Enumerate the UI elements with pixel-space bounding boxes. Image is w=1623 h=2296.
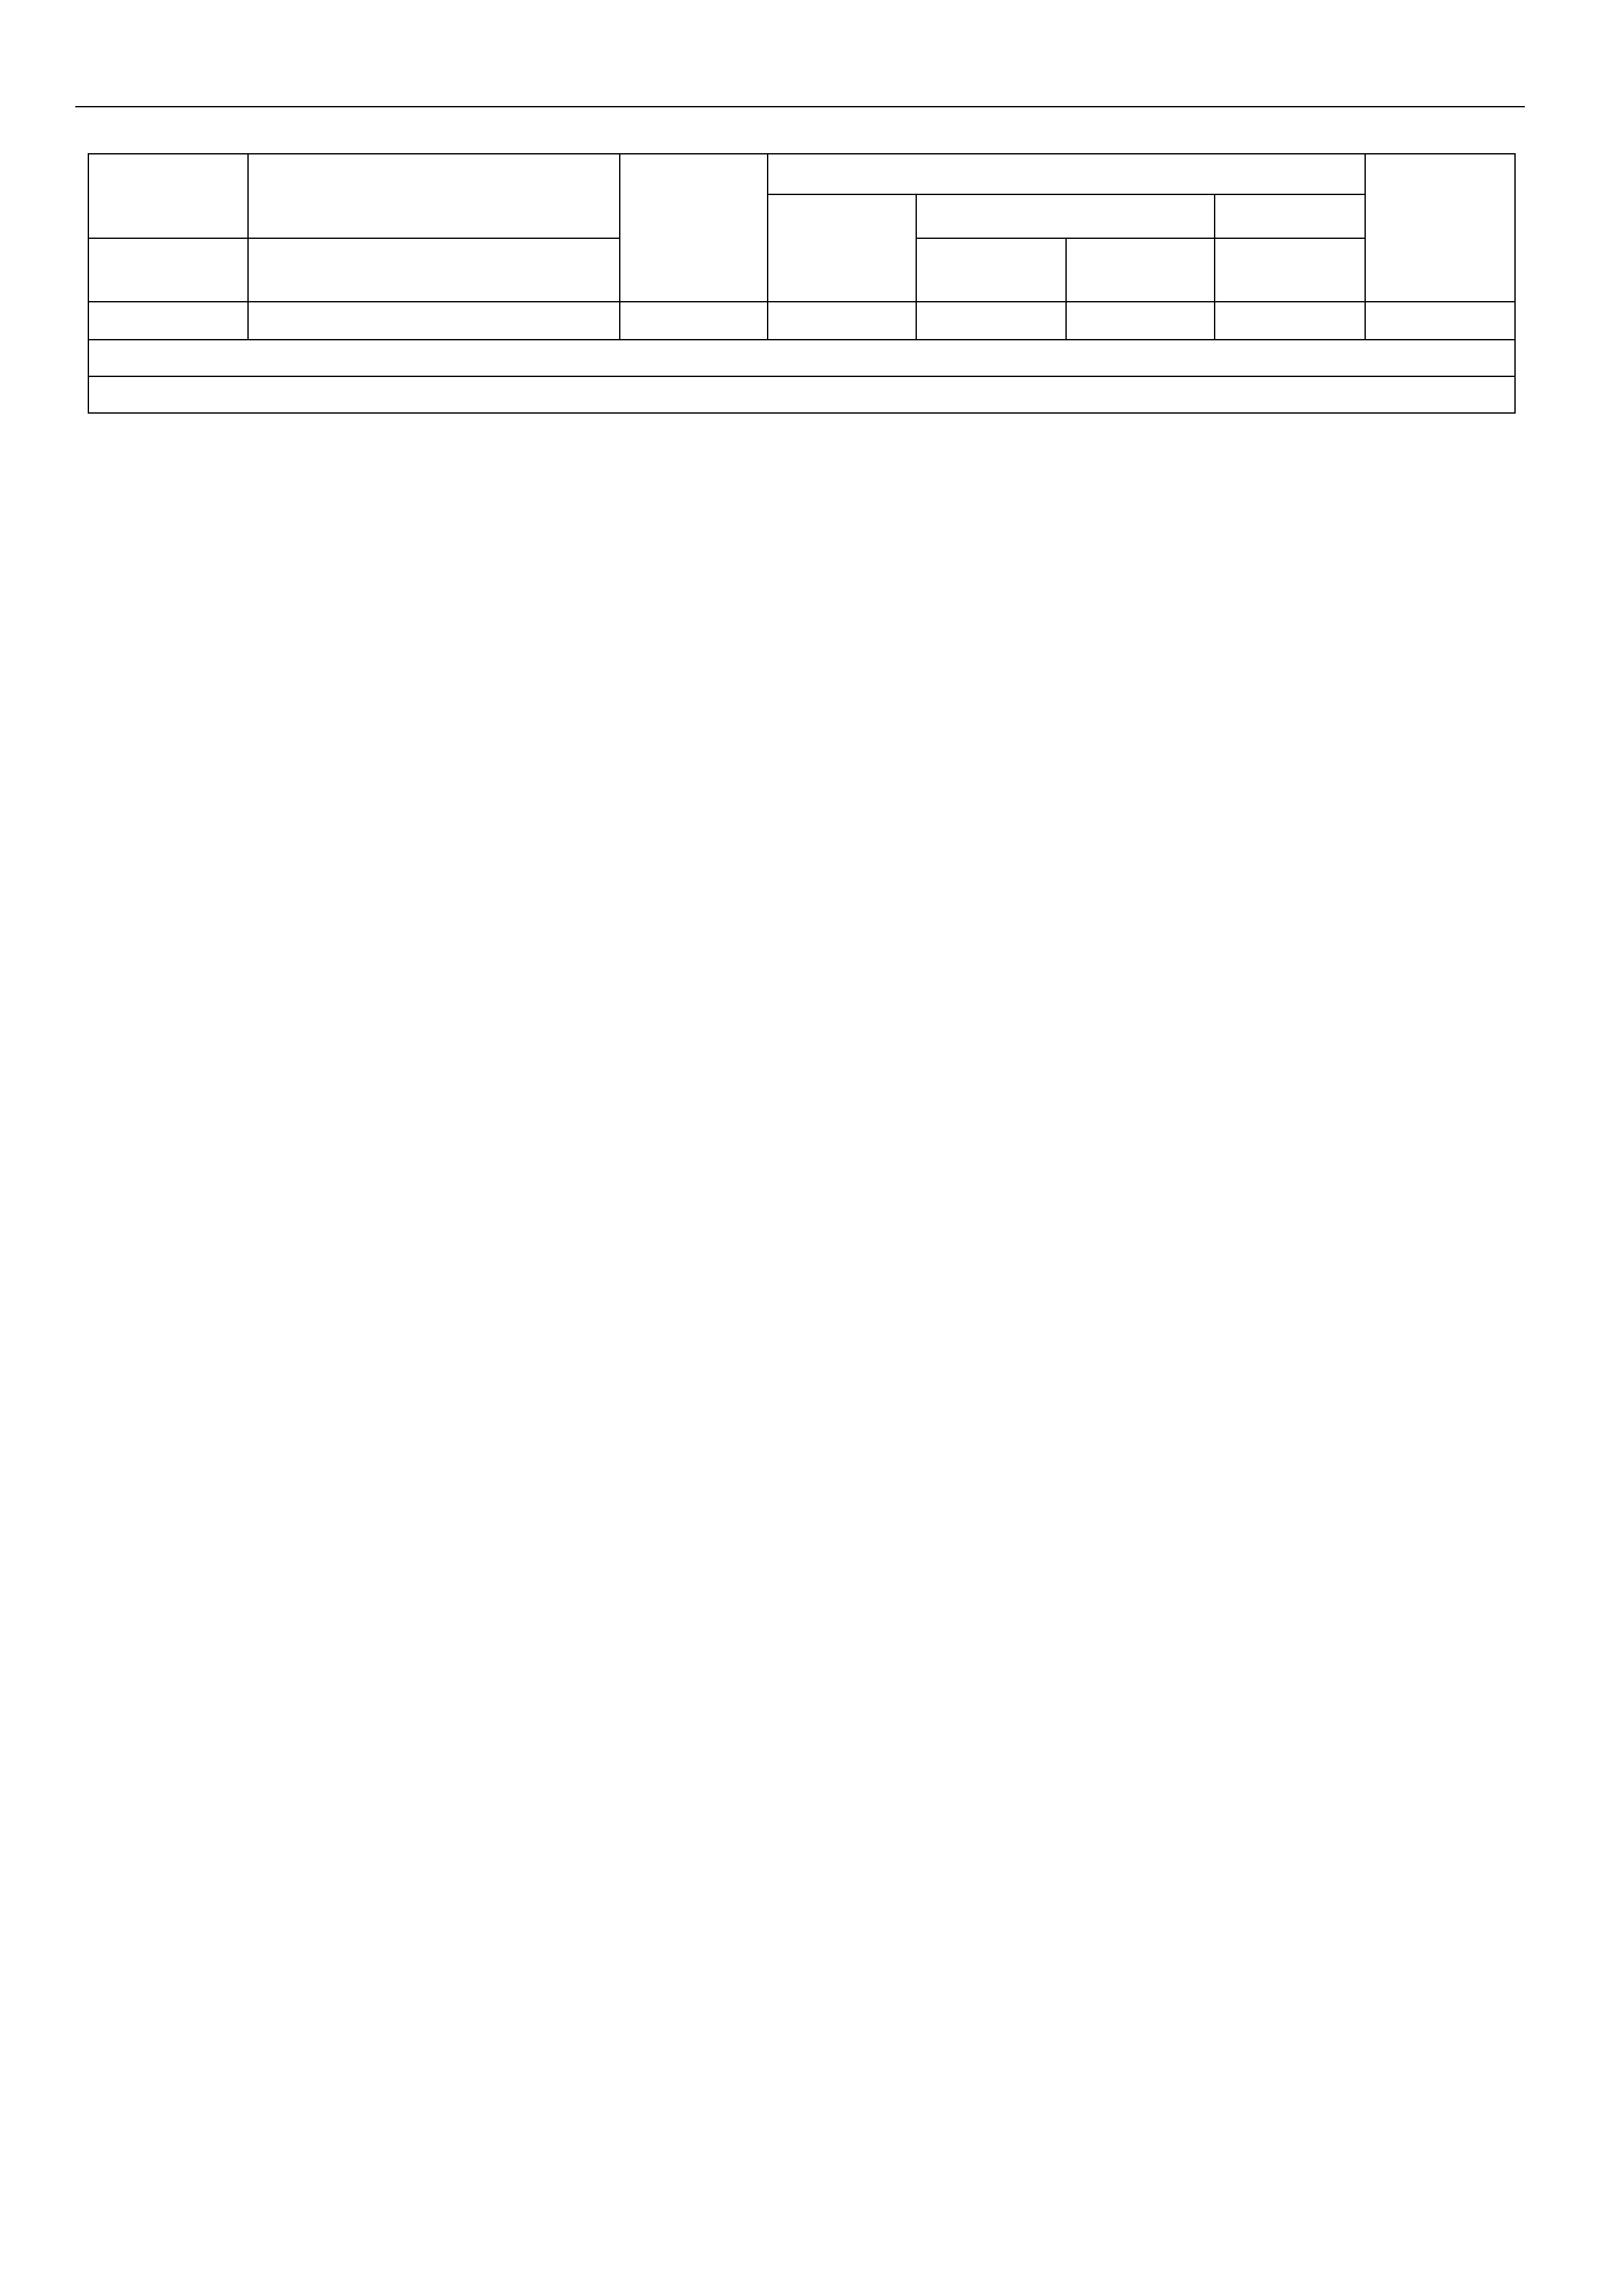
header-labor-costs: [1365, 154, 1515, 302]
header-material-name: [248, 238, 620, 302]
column-number: [88, 302, 248, 340]
column-number: [248, 302, 620, 340]
section-title: [88, 376, 1515, 413]
column-number: [768, 302, 916, 340]
header-labor-pay: [768, 194, 916, 302]
table-title-block: [88, 340, 1515, 376]
column-number: [1365, 302, 1515, 340]
rates-table: [88, 153, 1516, 414]
table-header: [88, 154, 1515, 340]
header-including: [768, 154, 1365, 194]
header-rule: [75, 106, 1525, 107]
header-rate-numbers: [88, 154, 248, 238]
header-total: [916, 238, 1067, 302]
header-operator-pay: [1066, 238, 1215, 302]
header-material-codes: [88, 238, 248, 302]
header-direct-costs: [620, 154, 768, 302]
column-numbers-row: [88, 302, 1515, 340]
column-number: [620, 302, 768, 340]
column-number: [1066, 302, 1215, 340]
column-number: [1215, 302, 1365, 340]
table-title-section: [88, 340, 1515, 413]
header-work-name: [248, 154, 620, 238]
header-machine-operation: [916, 194, 1215, 238]
header-unaccounted-materials: [1215, 238, 1365, 302]
column-number: [916, 302, 1067, 340]
header-materials: [1215, 194, 1365, 238]
